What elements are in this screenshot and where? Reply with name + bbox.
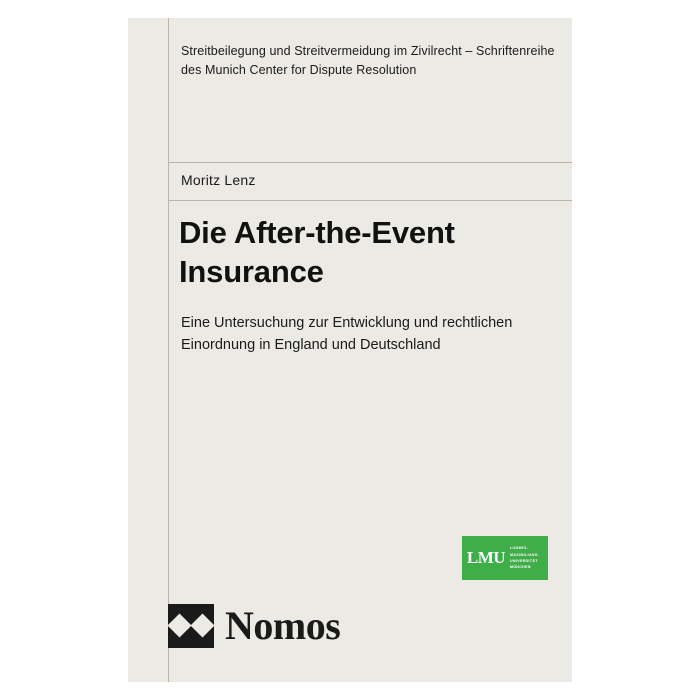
publisher-name: Nomos <box>225 603 341 648</box>
subtitle: Eine Untersuchung zur Entwicklung und rechtlichen Einordnung in England und Deutschland <box>181 315 513 354</box>
lmu-line-4: MÜNCHEN <box>510 565 531 570</box>
lmu-logo <box>462 536 548 580</box>
author-name: Moritz Lenz <box>181 172 256 188</box>
book-cover <box>128 18 572 682</box>
publisher-logo <box>168 604 340 648</box>
lmu-line-1: LUDWIG- <box>510 546 529 551</box>
lmu-line-3: UNIVERSITÄT <box>510 559 538 563</box>
horizontal-divider-top <box>168 162 572 163</box>
series-title: Streitbeilegung und Streitvermeidung im Zivilrecht – Schriftenreihe des Munich Center for Dispute Resolution <box>181 44 555 77</box>
nomos-diamond-icon <box>168 604 214 648</box>
lmu-line-2: MAXIMILIANS- <box>510 552 540 557</box>
vertical-divider <box>168 18 169 682</box>
page-title: Die After-the-Event Insurance <box>179 215 455 289</box>
horizontal-divider-bottom <box>168 200 572 201</box>
lmu-mark-text: LMU <box>466 548 506 567</box>
